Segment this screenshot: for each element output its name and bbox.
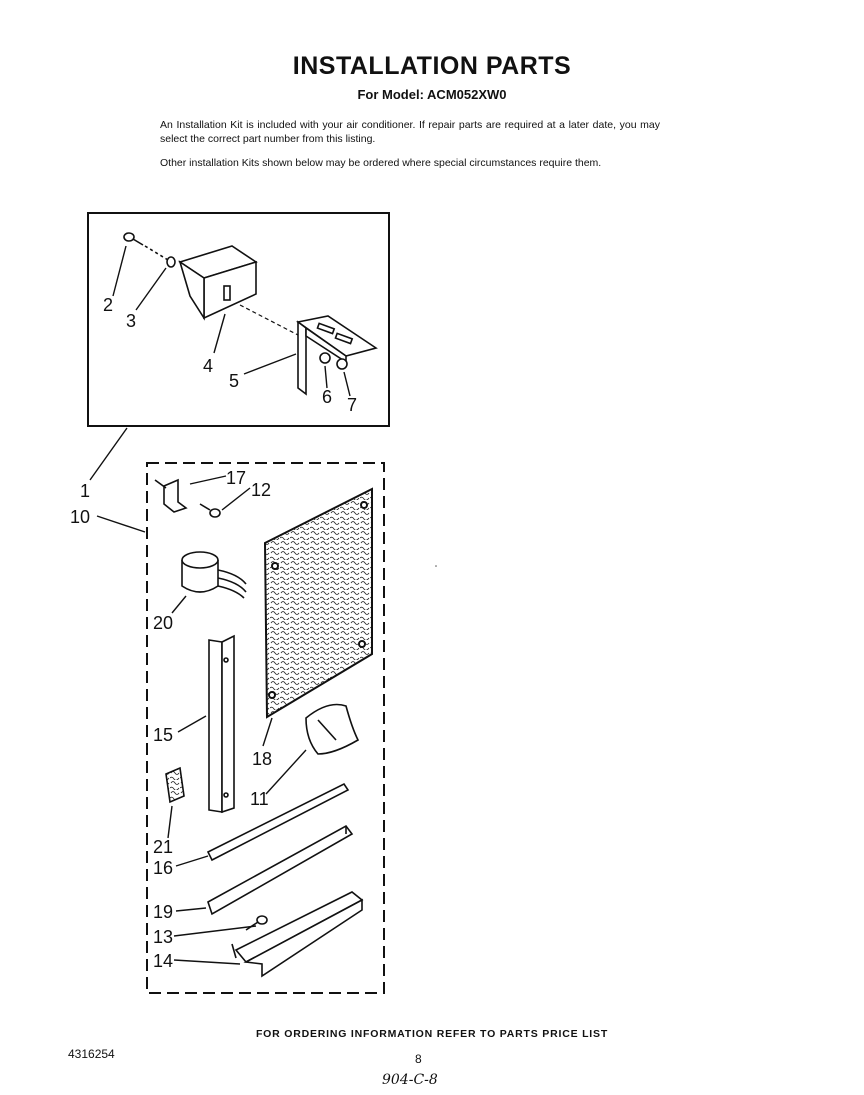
callout-3: 3 — [126, 311, 137, 331]
callout-18: 18 — [252, 749, 273, 769]
model-subtitle: For Model: ACM052XW0 — [357, 87, 507, 102]
handwritten-note: 904-C-8 — [382, 1072, 438, 1088]
page-title: INSTALLATION PARTS — [292, 52, 572, 80]
vertical-rail-part-15 — [209, 636, 234, 812]
washer-part-3 — [167, 257, 175, 267]
screw-part-13 — [246, 916, 267, 930]
clip-part-11 — [306, 705, 358, 755]
stray-mark — [435, 565, 437, 567]
callout-14: 14 — [153, 951, 174, 971]
channel-part-19 — [208, 826, 352, 914]
callout-16: 16 — [153, 858, 174, 878]
callout-4: 4 — [203, 356, 214, 376]
callout-5: 5 — [229, 371, 240, 391]
callout-7: 7 — [347, 395, 358, 415]
callout-1: 1 — [80, 481, 91, 501]
callout-2: 2 — [103, 295, 114, 315]
intro-paragraph-1: An Installation Kit is included with your air conditioner. If repair parts are required at a later date, you may select the correct part number from this listing. — [160, 119, 660, 145]
document-number: 4316254 — [68, 1047, 115, 1061]
bracket-part-5 — [298, 316, 376, 394]
callout-20: 20 — [153, 613, 174, 633]
callout-12: 12 — [251, 480, 272, 500]
foam-tape-part-20 — [182, 552, 246, 598]
page-number: 8 — [415, 1052, 422, 1066]
callout-17: 17 — [226, 468, 247, 488]
callout-11: 11 — [250, 789, 269, 809]
callout-13: 13 — [153, 927, 174, 947]
callout-15: 15 — [153, 725, 174, 745]
callout-10: 10 — [70, 507, 91, 527]
filter-panel-part-18 — [265, 489, 372, 717]
angle-bracket-part-17 — [155, 480, 186, 512]
gasket-part-21 — [166, 768, 184, 802]
nut-part-7 — [337, 359, 347, 369]
nut-part-6 — [320, 353, 330, 363]
sill-channel-part-14 — [232, 892, 362, 976]
callout-6: 6 — [322, 387, 333, 407]
ordering-note: FOR ORDERING INFORMATION REFER TO PARTS PRICE LIST — [255, 1028, 609, 1040]
callout-21: 21 — [153, 837, 174, 857]
callout-19: 19 — [153, 902, 174, 922]
bracket-cover-part-4 — [180, 246, 256, 318]
screw-part-2 — [124, 233, 168, 260]
screw-part-12 — [200, 504, 220, 517]
intro-paragraph-2: Other installation Kits shown below may be ordered where special circumstances require them. — [160, 157, 602, 169]
